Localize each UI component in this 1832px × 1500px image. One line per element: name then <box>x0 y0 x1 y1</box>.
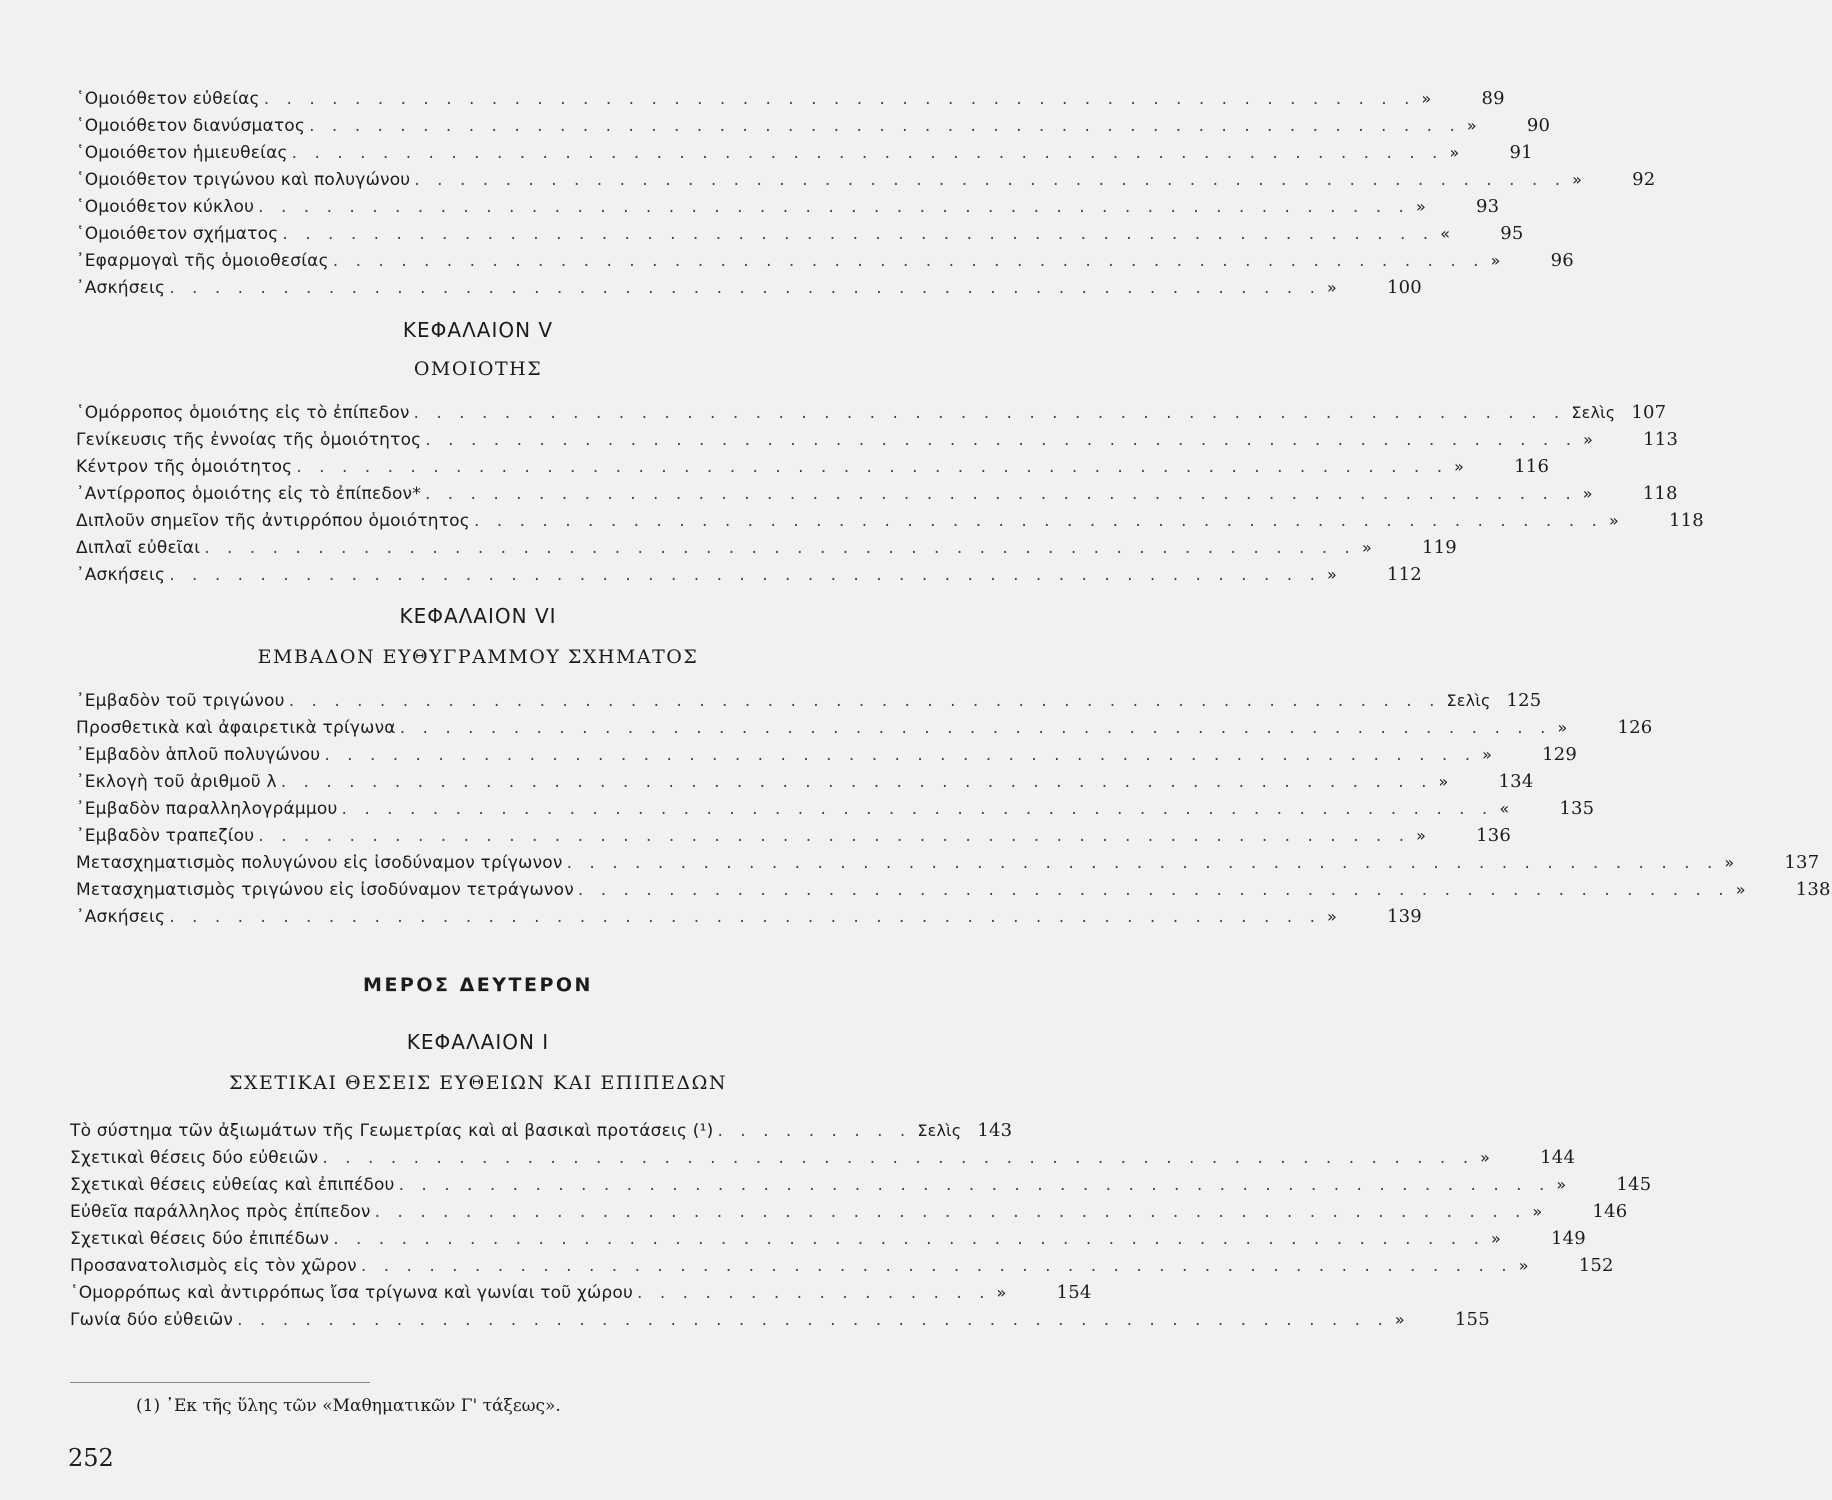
entry-mark: » <box>1454 457 1465 476</box>
entry-mark: » <box>1518 1256 1529 1275</box>
chapter-heading: ΟΜΟΙΟΤΗΣ <box>413 358 543 380</box>
toc-entry <box>70 1120 1013 1146</box>
entry-title: Τὸ σύστημα τῶν ἀξιωμάτων τῆς Γεωμετρίας καὶ αἱ βασικαὶ προτάσεις (¹) <box>70 1121 714 1141</box>
entry-page: 149 <box>1550 1228 1586 1249</box>
entry-page: 152 <box>1578 1255 1614 1276</box>
chapter-title: ΚΕΦΑΛΑΙΟΝ VI <box>399 604 557 628</box>
entry-mark: » <box>1572 170 1583 189</box>
toc-entry <box>76 456 1550 482</box>
entry-title: ῾Ομοιόθετον κύκλου <box>76 197 255 217</box>
page-number: 252 <box>68 1444 114 1472</box>
toc-entry <box>76 169 1656 195</box>
entry-mark: » <box>1556 1175 1567 1194</box>
entry-mark: » <box>1608 511 1619 530</box>
entry-title: Γωνία δύο εὐθειῶν <box>70 1310 234 1330</box>
leader-dots: . . . . . . . . . <box>717 1121 912 1141</box>
entry-page: 136 <box>1476 825 1512 846</box>
entry-page: 143 <box>977 1120 1013 1141</box>
entry-title: ᾽Εφαρμογαὶ τῆς ὁμοιοθεσίας <box>76 251 329 271</box>
leader-dots: . . . . . . . . . . . . . . . . . . . . . . . . . . . . . . . . . . . . . . . . . . . . . . . . . . . <box>288 691 1441 711</box>
entry-title: Γενίκευσις τῆς ἐννοίας τῆς ὁμοιότητος <box>76 430 422 450</box>
leader-dots: . . . . . . . . . . . . . . . . . . . . . . . . . . . . . . . . . . . . . . . . . . . . . . . . . . . <box>282 224 1435 244</box>
toc-entry <box>70 1282 1092 1308</box>
toc-entry <box>76 717 1653 743</box>
leader-dots: . . . . . . . . . . . . . . . . . . . . . . . . . . . . . . . . . . . . . . . . . . . . . . . . . . . <box>425 430 1578 450</box>
entry-page: 154 <box>1056 1282 1092 1303</box>
entry-page: 89 <box>1481 88 1505 109</box>
entry-page: 90 <box>1526 115 1551 136</box>
chapter-heading: ΣΧΕΤΙΚΑΙ ΘΕΣΕΙΣ ΕΥΘΕΙΩΝ ΚΑΙ ΕΠΙΠΕΔΩΝ <box>229 1072 727 1094</box>
entry-page: 93 <box>1475 196 1500 217</box>
entry-page: 96 <box>1550 250 1574 271</box>
entry-mark: » <box>1582 484 1593 503</box>
leader-dots: . . . . . . . . . . . . . . . . . . . . . . . . . . . . . . . . . . . . . . . . . . . . . . . . . . . <box>374 1202 1527 1222</box>
entry-title: Σχετικαὶ θέσεις δύο εὐθειῶν <box>70 1148 319 1168</box>
toc-entry <box>76 744 1578 770</box>
entry-page: 95 <box>1500 223 1524 244</box>
entry-title: ῾Ομοιόθετον ἡμιευθείας <box>76 143 288 163</box>
toc-entry <box>76 196 1500 222</box>
entry-mark: » <box>1583 430 1594 449</box>
toc-entry <box>70 1174 1652 1200</box>
entry-title: ᾽Ασκήσεις <box>76 278 166 298</box>
toc-entry <box>70 1201 1628 1227</box>
leader-dots: . . . . . . . . . . . . . . . . . . . . . . . . . . . . . . . . . . . . . . . . . . . . . . . . . . <box>473 511 1603 531</box>
toc-entry <box>76 537 1457 563</box>
entry-title: ῾Ομοιόθετον διανύσματος <box>76 116 306 136</box>
toc-entry <box>70 1309 1490 1335</box>
toc-entry <box>76 825 1512 851</box>
entry-title: ῾Ομόρροπος ὁμοιότης εἰς τὸ ἐπίπεδον <box>76 403 410 423</box>
leader-dots: . . . . . . . . . . . . . . . . . . . . . . . . . . . . . . . . . . . . . . . . . . . . . . . . . . . <box>424 484 1577 504</box>
entry-mark: » <box>1438 772 1449 791</box>
toc-entry <box>70 1228 1586 1254</box>
entry-page: 137 <box>1784 852 1820 873</box>
entry-page: 107 <box>1631 402 1667 423</box>
leader-dots: . . . . . . . . . . . . . . . . . . . . . . . . . . . . . . . . . . . . . . . . . . . . . . . . . . . <box>399 718 1552 738</box>
entry-mark: » <box>1394 1310 1405 1329</box>
leader-dots: . . . . . . . . . . . . . . . . . . . . . . . . . . . . . . . . . . . . . . . . . . . . . . . . . . . <box>169 565 1321 585</box>
leader-dots: . . . . . . . . . . . . . . . . . . . . . . . . . . . . . . . . . . . . . . . . . . . . . . . . . . . <box>169 278 1321 298</box>
entry-page: 116 <box>1514 456 1550 477</box>
entry-page: 129 <box>1542 744 1578 765</box>
entry-mark: Σελὶς <box>1571 403 1616 422</box>
entry-mark: » <box>1327 565 1337 584</box>
leader-dots: . . . . . . . . . . . . . . . . . . . . . . . . . . . . . . . . . . . . . . . . . . . . . . . . . . . <box>169 907 1321 927</box>
entry-mark: » <box>1480 1148 1491 1167</box>
toc-entry <box>76 690 1542 716</box>
footnote: (1) ᾽Εκ τῆς ὕλης τῶν «Μαθηματικῶν Γ' τάξεως». <box>136 1396 561 1416</box>
entry-title: ῾Ομορρόπως καὶ ἀντιρρόπως ἴσα τρίγωνα καὶ γωνίαι τοῦ χώρου <box>70 1283 634 1303</box>
entry-mark: » <box>996 1283 1007 1302</box>
leader-dots: . . . . . . . . . . . . . . . . . . . . . . . . . . . . . . . . . . . . . . . . . . . . . . . . . . . <box>280 772 1433 792</box>
entry-title: Εὐθεῖα παράλληλος πρὸς ἐπίπεδον <box>70 1202 371 1222</box>
toc-entry <box>76 906 1422 932</box>
entry-mark: » <box>1735 880 1746 899</box>
leader-dots: . . . . . . . . . . . . . . . . <box>637 1283 991 1303</box>
entry-title: ῾Ομοιόθετον τριγώνου καὶ πολυγώνου <box>76 170 411 190</box>
entry-title: ᾽Εμβαδὸν ἁπλοῦ πολυγώνου <box>76 745 321 765</box>
entry-mark: » <box>1421 89 1432 108</box>
toc-entry <box>76 223 1524 249</box>
footnote-rule <box>70 1382 370 1383</box>
entry-title: Προσανατολισμὸς εἰς τὸν χῶρον <box>70 1256 357 1276</box>
entry-page: 118 <box>1668 510 1704 531</box>
entry-page: 138 <box>1795 879 1831 900</box>
entry-title: ᾽Ασκήσεις <box>76 565 166 585</box>
leader-dots: . . . . . . . . . . . . . . . . . . . . . . . . . . . . . . . . . . . . . . . . . . . . . . . . . . . <box>413 403 1566 423</box>
entry-title: Διπλοῦν σημεῖον τῆς ἀντιρρόπου ὁμοιότητος <box>76 511 470 531</box>
part-title: ΜΕΡΟΣ ΔΕΥΤΕΡΟΝ <box>363 974 593 996</box>
leader-dots: . . . . . . . . . . . . . . . . . . . . . . . . . . . . . . . . . . . . . . . . . . . . . . . . . . . <box>341 799 1494 819</box>
toc-entry <box>76 402 1667 428</box>
leader-dots: . . . . . . . . . . . . . . . . . . . . . . . . . . . . . . . . . . . . . . . . . . . . . . . . . . . <box>566 853 1719 873</box>
toc-entry <box>76 277 1422 303</box>
entry-mark: » <box>1415 197 1426 216</box>
toc-entry <box>76 88 1505 114</box>
entry-title: ᾽Εμβαδὸν παραλληλογράμμου <box>76 799 338 819</box>
chapter-title: ΚΕΦΑΛΑΙΟΝ V <box>402 318 554 342</box>
toc-entry <box>76 510 1704 536</box>
entry-mark: » <box>1416 826 1427 845</box>
entry-mark: « <box>1499 799 1510 818</box>
toc-entry <box>76 879 1831 905</box>
toc-entry <box>70 1147 1576 1173</box>
toc-entry <box>76 250 1574 276</box>
entry-page: 125 <box>1506 690 1542 711</box>
entry-page: 134 <box>1498 771 1534 792</box>
toc-entry <box>76 564 1422 590</box>
entry-mark: » <box>1490 251 1501 270</box>
toc-entry <box>76 429 1679 455</box>
entry-page: 144 <box>1540 1147 1576 1168</box>
leader-dots: . . . . . . . . . . . . . . . . . . . . . . . . . . . . . . . . . . . . . . . . . . . . . . . . . . . <box>204 538 1356 558</box>
entry-page: 135 <box>1559 798 1595 819</box>
leader-dots: . . . . . . . . . . . . . . . . . . . . . . . . . . . . . . . . . . . . . . . . . . . . . . . . . . . <box>322 1148 1475 1168</box>
entry-title: Μετασχηματισμὸς τριγώνου εἰς ἰσοδύναμον τετράγωνον <box>76 880 574 900</box>
entry-mark: » <box>1532 1202 1543 1221</box>
entry-mark: » <box>1557 718 1568 737</box>
leader-dots: . . . . . . . . . . . . . . . . . . . . . . . . . . . . . . . . . . . . . . . . . . . . . . . . . . . <box>577 880 1730 900</box>
entry-page: 91 <box>1509 142 1533 163</box>
entry-page: 119 <box>1421 537 1457 558</box>
leader-dots: . . . . . . . . . . . . . . . . . . . . . . . . . . . . . . . . . . . . . . . . . . . . . . . . . . . <box>414 170 1567 190</box>
entry-title: ῾Ομοιόθετον σχήματος <box>76 224 279 244</box>
entry-title: ῾Ομοιόθετον εὐθείας <box>76 89 260 109</box>
entry-title: ᾽Εκλογὴ τοῦ ἀριθμοῦ λ <box>76 772 277 792</box>
entry-mark: » <box>1490 1229 1501 1248</box>
entry-mark: » <box>1482 745 1493 764</box>
entry-page: 146 <box>1592 1201 1628 1222</box>
entry-mark: » <box>1327 907 1337 926</box>
entry-page: 145 <box>1616 1174 1652 1195</box>
leader-dots: . . . . . . . . . . . . . . . . . . . . . . . . . . . . . . . . . . . . . . . . . . . . . . . . . . . <box>332 251 1485 271</box>
entry-title: Σχετικαὶ θέσεις δύο ἐπιπέδων <box>70 1229 330 1249</box>
toc-entry <box>76 483 1678 509</box>
entry-mark: » <box>1449 143 1460 162</box>
toc-entry <box>76 771 1534 797</box>
entry-page: 118 <box>1642 483 1678 504</box>
toc-entry <box>76 852 1820 878</box>
entry-title: Κέντρον τῆς ὁμοιότητος <box>76 457 293 477</box>
entry-mark: Σελὶς <box>1446 691 1491 710</box>
entry-mark: » <box>1327 278 1337 297</box>
entry-mark: » <box>1361 538 1372 557</box>
leader-dots: . . . . . . . . . . . . . . . . . . . . . . . . . . . . . . . . . . . . . . . . . . . . . . . . . . . <box>263 89 1416 109</box>
entry-title: ᾽Αντίρροπος ὁμοιότης εἰς τὸ ἐπίπεδον* <box>76 484 421 504</box>
entry-page: 155 <box>1454 1309 1490 1330</box>
leader-dots: . . . . . . . . . . . . . . . . . . . . . . . . . . . . . . . . . . . . . . . . . . . . . . . . . . . <box>291 143 1444 163</box>
entry-title: ᾽Ασκήσεις <box>76 907 166 927</box>
leader-dots: . . . . . . . . . . . . . . . . . . . . . . . . . . . . . . . . . . . . . . . . . . . . . . . . . . . <box>360 1256 1513 1276</box>
leader-dots: . . . . . . . . . . . . . . . . . . . . . . . . . . . . . . . . . . . . . . . . . . . . . . . . . . . <box>333 1229 1485 1249</box>
entry-mark: » <box>1466 116 1477 135</box>
entry-title: Σχετικαὶ θέσεις εὐθείας καὶ ἐπιπέδου <box>70 1175 395 1195</box>
entry-mark: Σελὶς <box>917 1121 962 1140</box>
leader-dots: . . . . . . . . . . . . . . . . . . . . . . . . . . . . . . . . . . . . . . . . . . . . . . . . . . . <box>296 457 1449 477</box>
entry-page: 100 <box>1387 277 1422 298</box>
entry-title: Διπλαῖ εὐθεῖαι <box>76 538 201 558</box>
leader-dots: . . . . . . . . . . . . . . . . . . . . . . . . . . . . . . . . . . . . . . . . . . . . . . . . . . . <box>258 826 1411 846</box>
entry-page: 92 <box>1632 169 1656 190</box>
toc-entry <box>76 142 1533 168</box>
chapter-title: ΚΕΦΑΛΑΙΟΝ Ι <box>406 1030 550 1054</box>
entry-title: Προσθετικὰ καὶ ἀφαιρετικὰ τρίγωνα <box>76 718 396 738</box>
leader-dots: . . . . . . . . . . . . . . . . . . . . . . . . . . . . . . . . . . . . . . . . . . . . . . . . . . . <box>324 745 1477 765</box>
chapter-heading: ΕΜΒΑΔΟΝ ΕΥΘΥΓΡΑΜΜΟΥ ΣΧΗΜΑΤΟΣ <box>257 646 699 668</box>
leader-dots: . . . . . . . . . . . . . . . . . . . . . . . . . . . . . . . . . . . . . . . . . . . . . . . . . . . <box>237 1310 1389 1330</box>
leader-dots: . . . . . . . . . . . . . . . . . . . . . . . . . . . . . . . . . . . . . . . . . . . . . . . . . . . <box>398 1175 1551 1195</box>
toc-entry <box>76 115 1551 141</box>
toc-entry <box>70 1255 1614 1281</box>
entry-page: 139 <box>1387 906 1422 927</box>
entry-title: ᾽Εμβαδὸν τραπεζίου <box>76 826 255 846</box>
entry-title: Μετασχηματισμὸς πολυγώνου εἰς ἰσοδύναμον τρίγωνον <box>76 853 563 873</box>
leader-dots: . . . . . . . . . . . . . . . . . . . . . . . . . . . . . . . . . . . . . . . . . . . . . . . . . . . <box>309 116 1461 136</box>
entry-page: 113 <box>1643 429 1679 450</box>
entry-page: 126 <box>1617 717 1653 738</box>
entry-mark: » <box>1724 853 1735 872</box>
toc-entry <box>76 798 1595 824</box>
leader-dots: . . . . . . . . . . . . . . . . . . . . . . . . . . . . . . . . . . . . . . . . . . . . . . . . . . . <box>258 197 1410 217</box>
entry-mark: « <box>1440 224 1451 243</box>
entry-title: ᾽Εμβαδὸν τοῦ τριγώνου <box>76 691 285 711</box>
entry-page: 112 <box>1387 564 1422 585</box>
